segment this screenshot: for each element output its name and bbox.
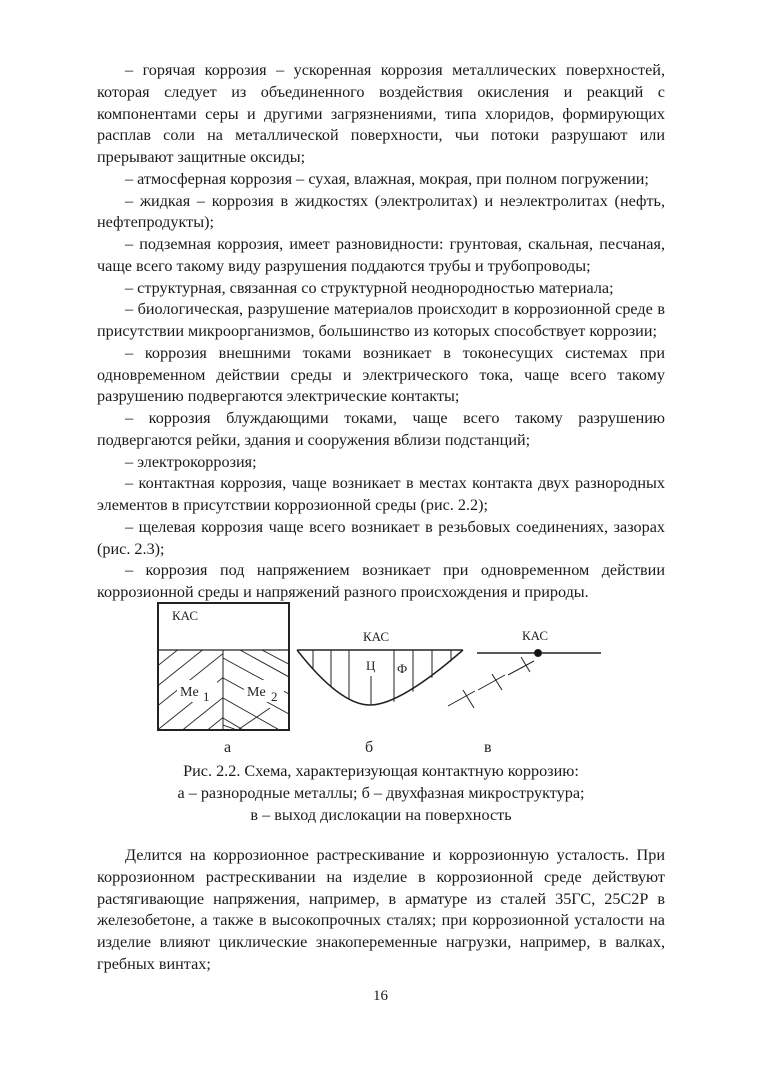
paragraph: – контактная коррозия, чаще возникает в местах контакта двух разнородных элементов в присутствии коррозионной среды (рис. 2.2); xyxy=(97,474,665,514)
paragraph: – биологическая, разрушение материалов происходит в коррозионной среде в присутствии микроорганизмов, большинство из которых способствует коррозии; xyxy=(97,300,665,340)
paragraph: – коррозия под напряжением возникает при одновременном действии коррозионной среды и напряжений разного происхождения и природы. xyxy=(97,561,665,601)
paragraph: – горячая коррозия – ускоренная коррозия металлических поверхностей, которая следует из объединенного воздействия окисления и реакций с компонентами серы и другими загрязнениями, типа хлоридов, формирующих расплав соли на металлической поверхности, чьи потоки разрушают или прерывают защитные оксиды; xyxy=(97,61,665,166)
page-number: 16 xyxy=(373,988,388,1004)
label-me2-sub: 2 xyxy=(271,689,278,704)
diagram-v xyxy=(448,650,601,709)
paragraph: – атмосферная коррозия – сухая, влажная, мокрая, при полном погружении; xyxy=(125,169,649,188)
body-text-top xyxy=(97,60,665,604)
label-f: Ф xyxy=(397,661,408,676)
body-text-bottom xyxy=(97,845,665,976)
paragraph: – коррозия внешними токами возникает в токонесущих системах при одновременном действии среды и электрического тока, чаще всего такому разрушению подвергаются электрические контакты; xyxy=(97,343,665,406)
paragraph: – жидкая – коррозия в жидкостях (электролитах) и неэлектролитах (нефть, нефтепродукты); xyxy=(97,191,665,232)
diagram-a xyxy=(150,603,300,740)
paragraph: – коррозия блуждающими токами, чаще всего такому разрушению подвергаются рейки, здания и сооружения вблизи подстанций; xyxy=(97,409,665,449)
figure-caption xyxy=(97,760,665,826)
label-v: в xyxy=(484,739,492,756)
label-kas-v: КАС xyxy=(522,628,549,643)
label-kas-a: КАС xyxy=(172,608,199,623)
diagram-b xyxy=(297,650,463,720)
label-ts: Ц xyxy=(366,658,376,673)
paragraph: Делится на коррозионное растрескивание и коррозионную усталость. При коррозионном растрескивании на изделие в коррозионной среде действуют растягивающие напряжения, например, в арматуре из сталей 35ГС, 25С2Р в железобетоне, а также в высокопрочных сталях; при коррозионной усталости на изделие влияют циклические знакопеременные нагрузки, например, в валках, гребных винтах; xyxy=(97,846,665,973)
paragraph: – подземная коррозия, имеет разновидности: грунтовая, скальная, песчаная, чаще всего такому виду разрушения поддаются трубы и трубопроводы; xyxy=(97,235,665,275)
paragraph: – электрокоррозия; xyxy=(125,452,257,471)
figure-2-2 xyxy=(150,595,610,765)
caption-line: Рис. 2.2. Схема, характеризующая контактную коррозию: xyxy=(183,762,579,780)
paragraph: – щелевая коррозия чаще всего возникает в резьбовых соединениях, зазорах (рис. 2.3); xyxy=(97,517,665,558)
label-b: б xyxy=(365,739,374,756)
paragraph: – структурная, связанная со структурной неоднородностью материала; xyxy=(125,278,614,297)
caption-line: а – разнородные металлы; б – двухфазная микроструктура; xyxy=(177,784,585,802)
label-me2: Me xyxy=(247,685,266,700)
label-me1-sub: 1 xyxy=(203,689,210,704)
label-me1: Me xyxy=(180,685,199,700)
label-kas-b: КАС xyxy=(363,629,390,644)
label-a: а xyxy=(224,739,232,756)
caption-line: в – выход дислокации на поверхность xyxy=(250,806,512,824)
